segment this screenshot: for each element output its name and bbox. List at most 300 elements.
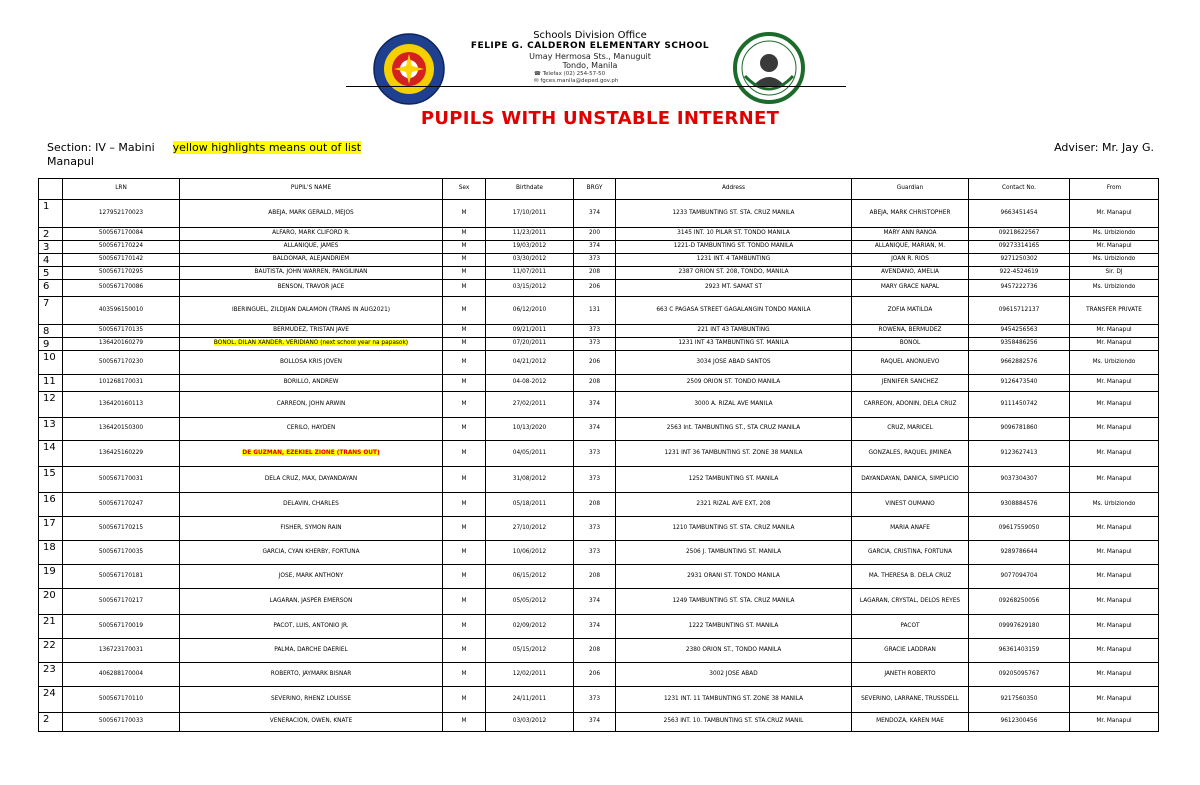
lrn-cell: 500567170033 <box>63 713 180 732</box>
barangay-cell: 373 <box>574 467 616 493</box>
row-number-cell: 3 <box>39 241 63 254</box>
contact-cell: 09617559050 <box>969 517 1070 541</box>
pupil-name: BORILLO, ANDREW <box>283 379 339 386</box>
contact-cell: 09615712137 <box>969 297 1070 325</box>
table-row <box>39 228 1159 241</box>
table-row <box>39 517 1159 541</box>
birthdate-cell: 05/05/2012 <box>486 589 574 615</box>
birthdate-cell: 04/21/2012 <box>486 351 574 375</box>
phone-icon: ☎ <box>534 71 543 77</box>
barangay-cell: 374 <box>574 418 616 441</box>
table-row <box>39 338 1159 351</box>
column-header: LRN <box>63 179 180 200</box>
pupil-name: BAUTISTA, JOHN WARREN, PANGILINAN <box>254 269 368 276</box>
page-title: PUPILS WITH UNSTABLE INTERNET <box>420 108 780 129</box>
contact-cell: 9289786644 <box>969 541 1070 565</box>
birthdate-cell: 05/15/2012 <box>486 639 574 663</box>
school-phone: Telefax (02) 254-57-50 <box>542 71 606 77</box>
table-row <box>39 351 1159 375</box>
barangay-cell: 131 <box>574 297 616 325</box>
row-number-cell: 21 <box>39 615 63 639</box>
barangay-cell: 374 <box>574 615 616 639</box>
barangay-cell: 208 <box>574 493 616 517</box>
lrn-cell: 500567170019 <box>63 615 180 639</box>
table-row <box>39 565 1159 589</box>
pupils-table <box>38 178 1159 732</box>
barangay-cell: 206 <box>574 351 616 375</box>
pupil-name-cell <box>180 713 443 732</box>
address-cell: 2923 MT. SAMAT ST <box>616 280 852 297</box>
birthdate-cell: 03/03/2012 <box>486 713 574 732</box>
contact-cell: 9663451454 <box>969 200 1070 228</box>
barangay-cell: 374 <box>574 713 616 732</box>
sex-cell: M <box>443 687 486 713</box>
birthdate-cell: 24/11/2011 <box>486 687 574 713</box>
sex-cell: M <box>443 228 486 241</box>
barangay-cell: 373 <box>574 338 616 351</box>
pupil-name: BALDOMAR, ALEJANDRIEM <box>272 256 350 263</box>
address-cell: 1231 INT 43 TAMBUNTING ST. MANILA <box>616 338 852 351</box>
from-cell: Mr. Manapul <box>1070 517 1159 541</box>
from-cell: Mr. Manapul <box>1070 241 1159 254</box>
contact-cell: 9271250302 <box>969 254 1070 267</box>
sex-cell: M <box>443 297 486 325</box>
lrn-cell: 500567170181 <box>63 565 180 589</box>
school-name: FELIPE G. CALDERON ELEMENTARY SCHOOL <box>470 41 710 51</box>
contact-cell: 9111450742 <box>969 392 1070 418</box>
from-cell: Mr. Manapul <box>1070 565 1159 589</box>
sex-cell: M <box>443 565 486 589</box>
row-number-cell: 20 <box>39 589 63 615</box>
guardian-cell: ROWENA, BERMUDEZ <box>852 325 969 338</box>
contact-cell: 09997629180 <box>969 615 1070 639</box>
guardian-cell: JENNIFER SANCHEZ <box>852 375 969 392</box>
school-address-line1: Umay Hermosa Sts., Manuguit <box>529 52 651 61</box>
lrn-cell: 136425160229 <box>63 441 180 467</box>
table-row <box>39 200 1159 228</box>
pupil-name: ABEJA, MARK GERALD, MEJOS <box>268 209 354 216</box>
lrn-cell: 136723170031 <box>63 639 180 663</box>
birthdate-cell: 27/10/2012 <box>486 517 574 541</box>
contact-cell: 9457222736 <box>969 280 1070 297</box>
address-cell: 3145 INT. 10 PILAR ST. TONDO MANILA <box>616 228 852 241</box>
contact-cell: 9077094704 <box>969 565 1070 589</box>
row-number-cell: 11 <box>39 375 63 392</box>
guardian-cell: GONZALES, RAQUEL JIMINEA <box>852 441 969 467</box>
row-number-cell: 6 <box>39 280 63 297</box>
address-cell: 2506 J. TAMBUNTING ST. MANILA <box>616 541 852 565</box>
barangay-cell: 208 <box>574 267 616 280</box>
row-number-cell: 16 <box>39 493 63 517</box>
barangay-cell: 374 <box>574 392 616 418</box>
pupil-name: PALMA, DARCHE DAERIEL <box>274 646 348 653</box>
contact-cell: 09273314165 <box>969 241 1070 254</box>
from-cell: Sir. DJ <box>1070 267 1159 280</box>
birthdate-cell: 10/13/2020 <box>486 418 574 441</box>
birthdate-cell: 03/15/2012 <box>486 280 574 297</box>
address-cell: 663 C PAGASA STREET GAGALANGIN TONDO MANILA <box>616 297 852 325</box>
lrn-cell: 406288170004 <box>63 663 180 687</box>
guardian-cell: MARY ANN RANOA <box>852 228 969 241</box>
sex-cell: M <box>443 441 486 467</box>
pupil-name-cell <box>180 280 443 297</box>
lrn-cell: 403596150010 <box>63 297 180 325</box>
pupil-name-cell <box>180 615 443 639</box>
letterhead-rule <box>346 86 846 87</box>
sex-cell: M <box>443 639 486 663</box>
address-cell: 3034 JOSE ABAD SANTOS <box>616 351 852 375</box>
guardian-cell: SEVERINO, LARRANE, TRUSSDELL <box>852 687 969 713</box>
address-cell: 1231 INT. 4 TAMBUNTING <box>616 254 852 267</box>
pupil-name-cell <box>180 200 443 228</box>
pupil-name-cell <box>180 639 443 663</box>
table-row <box>39 615 1159 639</box>
pupil-name-cell <box>180 687 443 713</box>
column-header: From <box>1070 179 1159 200</box>
table-header-row <box>39 179 1159 200</box>
pupil-name-cell <box>180 228 443 241</box>
pupil-name-cell <box>180 375 443 392</box>
birthdate-cell: 09/21/2011 <box>486 325 574 338</box>
from-cell: Mr. Manapul <box>1070 639 1159 663</box>
address-cell: 3000 A. RIZAL AVE MANILA <box>616 392 852 418</box>
from-cell: Ms. Urbiziondo <box>1070 280 1159 297</box>
from-cell: Mr. Manapul <box>1070 375 1159 392</box>
pupil-name-cell <box>180 241 443 254</box>
from-cell: Mr. Manapul <box>1070 663 1159 687</box>
row-number-cell: 5 <box>39 267 63 280</box>
pupil-name: ALFARO, MARK CLIFORD R. <box>272 230 350 237</box>
pupil-name-cell <box>180 267 443 280</box>
table-row <box>39 297 1159 325</box>
barangay-cell: 373 <box>574 541 616 565</box>
from-cell: Mr. Manapul <box>1070 687 1159 713</box>
table-row <box>39 254 1159 267</box>
pupil-name: SEVERINO, RHENZ LOUISSE <box>270 695 352 702</box>
guardian-cell: PACOT <box>852 615 969 639</box>
row-number-cell: 13 <box>39 418 63 441</box>
from-cell: Mr. Manapul <box>1070 467 1159 493</box>
pupil-name: BOLLOSA KRIS JOVEN <box>279 358 343 365</box>
sex-cell: M <box>443 392 486 418</box>
pupil-name: CERILO, HAYDEN <box>286 425 336 432</box>
birthdate-cell: 04/05/2011 <box>486 441 574 467</box>
lrn-cell: 127952170023 <box>63 200 180 228</box>
pupil-name-cell <box>180 325 443 338</box>
contact-cell: 9358486256 <box>969 338 1070 351</box>
guardian-cell: RAQUEL ANONUEVO <box>852 351 969 375</box>
lrn-cell: 500567170224 <box>63 241 180 254</box>
barangay-cell: 374 <box>574 200 616 228</box>
guardian-cell: ABEJA, MARK CHRISTOPHER <box>852 200 969 228</box>
address-cell: 2321 RIZAL AVE EXT, 208 <box>616 493 852 517</box>
row-number-cell: 9 <box>39 338 63 351</box>
pupil-name-cell <box>180 254 443 267</box>
address-cell: 2563 INT. 10. TAMBUNTING ST. STA.CRUZ MANIL <box>616 713 852 732</box>
pupil-name: BENSON, TRAVOR JACE <box>277 284 345 291</box>
from-cell: Mr. Manapul <box>1070 589 1159 615</box>
sex-cell: M <box>443 467 486 493</box>
address-cell: 1233 TAMBUNTING ST. STA. CRUZ MANILA <box>616 200 852 228</box>
sex-cell: M <box>443 267 486 280</box>
contact-cell: 9126473540 <box>969 375 1070 392</box>
birthdate-cell: 10/06/2012 <box>486 541 574 565</box>
contact-cell: 96361403159 <box>969 639 1070 663</box>
lrn-cell: 500567170142 <box>63 254 180 267</box>
contact-cell: 922-4524619 <box>969 267 1070 280</box>
pupil-name: BERMUDEZ, TRISTAN JAVE <box>273 327 349 334</box>
section-info <box>47 141 361 169</box>
row-number-cell: 12 <box>39 392 63 418</box>
table-row <box>39 441 1159 467</box>
column-header-number <box>39 179 63 200</box>
guardian-cell: MA. THERESA B. DELA CRUZ <box>852 565 969 589</box>
row-number-cell: 17 <box>39 517 63 541</box>
contact-cell: 9612300456 <box>969 713 1070 732</box>
guardian-cell: ALLANIQUE, MARIAN, M. <box>852 241 969 254</box>
guardian-cell: JOAN R. RIOS <box>852 254 969 267</box>
sex-cell: M <box>443 325 486 338</box>
address-cell: 2931 ORANI ST. TONDO MANILA <box>616 565 852 589</box>
birthdate-cell: 07/20/2011 <box>486 338 574 351</box>
school-email: fgces.manila@deped.gov.ph <box>540 78 619 84</box>
sex-cell: M <box>443 493 486 517</box>
column-header: BRGY <box>574 179 616 200</box>
guardian-cell: GARCIA, CRISTINA, FORTUNA <box>852 541 969 565</box>
guardian-cell: MARIA ANAFE <box>852 517 969 541</box>
row-number-cell: 1 <box>39 200 63 228</box>
lrn-cell: 500567170031 <box>63 467 180 493</box>
school-address-line2: Tondo, Manila <box>562 61 618 70</box>
column-header: PUPIL'S NAME <box>180 179 443 200</box>
table-row <box>39 687 1159 713</box>
lrn-cell: 500567170035 <box>63 541 180 565</box>
address-cell: 1222 TAMBUNTING ST. MANILA <box>616 615 852 639</box>
table-row <box>39 639 1159 663</box>
guardian-cell: GRACIE LADDRAN <box>852 639 969 663</box>
birthdate-cell: 17/10/2011 <box>486 200 574 228</box>
table-row <box>39 713 1159 732</box>
birthdate-cell: 11/07/2011 <box>486 267 574 280</box>
from-cell: Ms. Urbiziondo <box>1070 228 1159 241</box>
barangay-cell: 208 <box>574 639 616 663</box>
row-number-cell: 8 <box>39 325 63 338</box>
from-cell: Mr. Manapul <box>1070 541 1159 565</box>
birthdate-cell: 02/09/2012 <box>486 615 574 639</box>
guardian-cell: VINEST OUMANO <box>852 493 969 517</box>
column-header: Sex <box>443 179 486 200</box>
column-header: Birthdate <box>486 179 574 200</box>
contact-cell: 09268250056 <box>969 589 1070 615</box>
from-cell: Mr. Manapul <box>1070 325 1159 338</box>
guardian-cell: CARREON, ADONIN, DELA CRUZ <box>852 392 969 418</box>
table-row <box>39 375 1159 392</box>
contact-cell: 9454256563 <box>969 325 1070 338</box>
sex-cell: M <box>443 517 486 541</box>
pupil-name: IBERINGUEL, ZILDJIAN DALAMON (TRANS IN AUG2021) <box>231 306 391 313</box>
table-row <box>39 241 1159 254</box>
barangay-cell: 373 <box>574 325 616 338</box>
table-row <box>39 325 1159 338</box>
barangay-cell: 373 <box>574 441 616 467</box>
address-cell: 1249 TAMBUNTING ST. STA. CRUZ MANILA <box>616 589 852 615</box>
section-label: Section: IV – Mabini <box>47 141 155 154</box>
row-number-cell: 24 <box>39 687 63 713</box>
sex-cell: M <box>443 418 486 441</box>
from-cell: Ms. Urbiziondo <box>1070 351 1159 375</box>
guardian-cell: ZOFIA MATILDA <box>852 297 969 325</box>
guardian-cell: DAYANDAYAN, DANICA, SIMPLICIO <box>852 467 969 493</box>
sex-cell: M <box>443 541 486 565</box>
email-icon: ✉ <box>534 78 541 84</box>
contact-cell: 9662882576 <box>969 351 1070 375</box>
division-office: Schools Division Office <box>533 30 647 41</box>
column-header: Contact No. <box>969 179 1070 200</box>
birthdate-cell: 05/18/2011 <box>486 493 574 517</box>
pupil-name: JOSE, MARK ANTHONY <box>278 572 344 579</box>
pupil-name-cell <box>180 392 443 418</box>
birthdate-cell: 06/15/2012 <box>486 565 574 589</box>
pupil-name-cell <box>180 467 443 493</box>
barangay-cell: 374 <box>574 241 616 254</box>
guardian-cell: AVENDANO, AMELIA <box>852 267 969 280</box>
sex-cell: M <box>443 338 486 351</box>
pupil-name-cell <box>180 351 443 375</box>
lrn-cell: 500567170135 <box>63 325 180 338</box>
row-number-cell: 10 <box>39 351 63 375</box>
pupil-name: GARCIA, CYAN KHERBY, FORTUNA <box>262 548 360 555</box>
table-row <box>39 392 1159 418</box>
birthdate-cell: 11/23/2011 <box>486 228 574 241</box>
lrn-cell: 500567170217 <box>63 589 180 615</box>
birthdate-cell: 06/12/2010 <box>486 297 574 325</box>
row-number-cell: 2 <box>39 713 63 732</box>
row-number-cell: 15 <box>39 467 63 493</box>
contact-cell: 9308884576 <box>969 493 1070 517</box>
row-number-cell: 4 <box>39 254 63 267</box>
barangay-cell: 206 <box>574 280 616 297</box>
sex-cell: M <box>443 713 486 732</box>
sex-cell: M <box>443 375 486 392</box>
highlight-note: yellow highlights means out of list <box>172 141 362 154</box>
pupil-name-cell <box>180 441 443 467</box>
table-row <box>39 541 1159 565</box>
lrn-cell: 500567170084 <box>63 228 180 241</box>
table-row <box>39 663 1159 687</box>
from-cell: Mr. Manapul <box>1070 713 1159 732</box>
sex-cell: M <box>443 241 486 254</box>
pupil-name: FISHER, SYMON RAIN <box>280 524 342 531</box>
address-cell: 2380 ORION ST., TONDO MANILA <box>616 639 852 663</box>
pupil-name-cell <box>180 418 443 441</box>
guardian-cell: BONOL <box>852 338 969 351</box>
school-seal-icon <box>733 32 805 104</box>
from-cell: Mr. Manapul <box>1070 615 1159 639</box>
column-header: Address <box>616 179 852 200</box>
address-cell: 2509 ORION ST. TONDO MANILA <box>616 375 852 392</box>
pupil-name: DELA CRUZ, MAX, DAYANDAYAN <box>264 475 358 482</box>
division-of-city-schools-seal-icon <box>372 32 446 106</box>
column-header: Guardian <box>852 179 969 200</box>
barangay-cell: 206 <box>574 663 616 687</box>
pupil-name-cell <box>180 493 443 517</box>
contact-cell: 09205095767 <box>969 663 1070 687</box>
sex-cell: M <box>443 615 486 639</box>
address-cell: 2563 Int. TAMBUNTING ST., STA CRUZ MANILA <box>616 418 852 441</box>
pupil-name: DELAVIN, CHARLES <box>283 500 339 507</box>
from-cell: Mr. Manapul <box>1070 418 1159 441</box>
lrn-cell: 101268170031 <box>63 375 180 392</box>
pupil-name-cell <box>180 517 443 541</box>
address-cell: 1252 TAMBUNTING ST. MANILA <box>616 467 852 493</box>
from-cell: Ms. Urbiziondo <box>1070 493 1159 517</box>
pupil-name: VENERACION, OWEN, KNATE <box>269 718 353 725</box>
table-row <box>39 493 1159 517</box>
table-row <box>39 418 1159 441</box>
from-cell: Mr. Manapul <box>1070 200 1159 228</box>
contact-cell: 9037304307 <box>969 467 1070 493</box>
sex-cell: M <box>443 280 486 297</box>
guardian-cell: MARY GRACE NAPAL <box>852 280 969 297</box>
pupil-name-cell <box>180 338 443 351</box>
barangay-cell: 200 <box>574 228 616 241</box>
pupil-name: ALLANIQUE, JAMES <box>283 243 339 250</box>
row-number-cell: 18 <box>39 541 63 565</box>
barangay-cell: 208 <box>574 375 616 392</box>
contact-cell: 9217560350 <box>969 687 1070 713</box>
from-cell: Mr. Manapul <box>1070 338 1159 351</box>
lrn-cell: 136420160113 <box>63 392 180 418</box>
guardian-cell: CRUZ, MARICEL <box>852 418 969 441</box>
barangay-cell: 208 <box>574 565 616 589</box>
lrn-cell: 500567170295 <box>63 267 180 280</box>
table-row <box>39 280 1159 297</box>
table-row <box>39 467 1159 493</box>
row-number-cell: 14 <box>39 441 63 467</box>
lrn-cell: 136420160279 <box>63 338 180 351</box>
from-cell: Mr. Manapul <box>1070 392 1159 418</box>
pupil-name-cell <box>180 541 443 565</box>
from-cell: Ms. Urbiziondo <box>1070 254 1159 267</box>
barangay-cell: 373 <box>574 687 616 713</box>
address-cell: 2387 ORION ST. 208, TONDO, MANILA <box>616 267 852 280</box>
pupil-name: LAGARAN, JASPER EMERSON <box>269 597 353 604</box>
table-row <box>39 267 1159 280</box>
lrn-cell: 500567170230 <box>63 351 180 375</box>
guardian-cell: JANETH ROBERTO <box>852 663 969 687</box>
from-cell: Mr. Manapul <box>1070 441 1159 467</box>
guardian-cell: MENDOZA, KAREN MAE <box>852 713 969 732</box>
pupil-name-cell <box>180 663 443 687</box>
guardian-cell: LAGARAN, CRYSTAL, DELOS REYES <box>852 589 969 615</box>
address-cell: 1231 INT 36 TAMBUNTING ST. ZONE 38 MANILA <box>616 441 852 467</box>
barangay-cell: 374 <box>574 589 616 615</box>
row-number-cell: 23 <box>39 663 63 687</box>
barangay-cell: 373 <box>574 517 616 541</box>
adviser-name-cont: Manapul <box>47 155 94 168</box>
pupil-name-cell <box>180 589 443 615</box>
birthdate-cell: 12/02/2011 <box>486 663 574 687</box>
birthdate-cell: 03/30/2012 <box>486 254 574 267</box>
table-row <box>39 589 1159 615</box>
row-number-cell: 7 <box>39 297 63 325</box>
barangay-cell: 373 <box>574 254 616 267</box>
row-number-cell: 22 <box>39 639 63 663</box>
sex-cell: M <box>443 254 486 267</box>
lrn-cell: 500567170110 <box>63 687 180 713</box>
lrn-cell: 500567170247 <box>63 493 180 517</box>
birthdate-cell: 27/02/2011 <box>486 392 574 418</box>
